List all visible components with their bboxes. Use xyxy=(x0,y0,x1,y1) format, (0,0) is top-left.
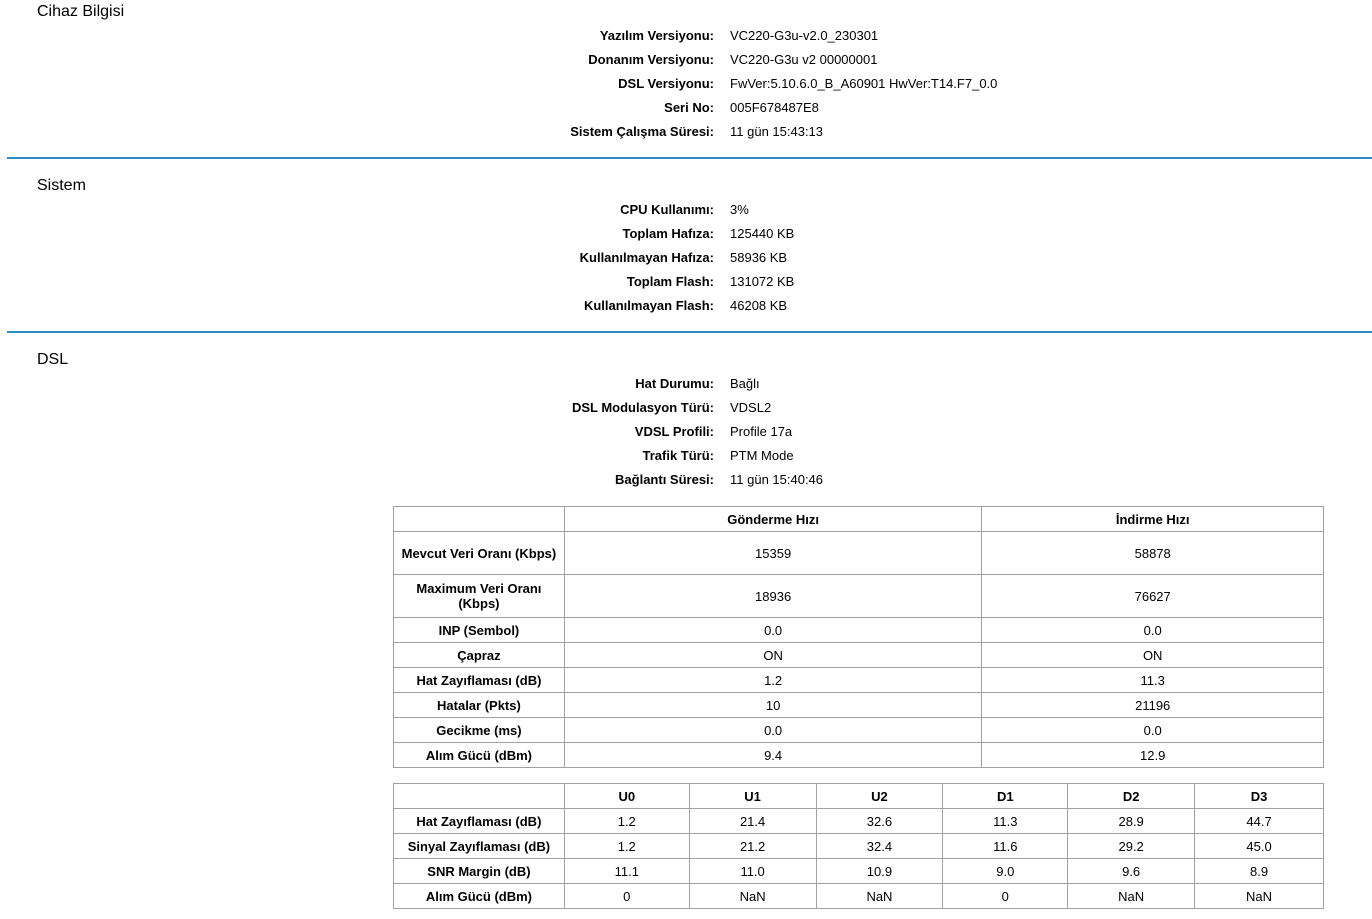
table-cell: ON xyxy=(982,643,1324,668)
row-label: SNR Margin (dB) xyxy=(394,859,565,884)
table-cell: 8.9 xyxy=(1195,859,1324,884)
info-row xyxy=(0,448,1372,472)
info-label: Hat Durumu: xyxy=(635,376,714,391)
table-header: D3 xyxy=(1195,784,1324,809)
table-row xyxy=(394,575,1324,618)
row-label: INP (Sembol) xyxy=(394,618,565,643)
info-row xyxy=(0,250,1372,274)
table-header: D1 xyxy=(943,784,1068,809)
table-cell: 0.0 xyxy=(982,718,1324,743)
table-cell: 1.2 xyxy=(564,834,689,859)
table-cell: 11.1 xyxy=(564,859,689,884)
table-row xyxy=(394,532,1324,575)
info-row xyxy=(0,472,1372,496)
info-label: Toplam Flash: xyxy=(626,274,714,289)
info-row xyxy=(0,226,1372,250)
table-cell: 29.2 xyxy=(1068,834,1195,859)
info-row xyxy=(0,202,1372,226)
table-header: U0 xyxy=(564,784,689,809)
table-row xyxy=(394,859,1324,884)
dsl-rate-table xyxy=(393,506,1324,768)
table-row xyxy=(394,809,1324,834)
table-header xyxy=(394,784,565,809)
info-value: 125440 KB xyxy=(730,226,795,241)
table-row xyxy=(394,668,1324,693)
table-cell: 21.4 xyxy=(689,809,816,834)
section-divider xyxy=(7,331,1372,333)
table-cell: 1.2 xyxy=(564,809,689,834)
info-row xyxy=(0,274,1372,298)
table-cell: 9.6 xyxy=(1068,859,1195,884)
table-cell: 32.6 xyxy=(816,809,943,834)
table-cell: 44.7 xyxy=(1195,809,1324,834)
table-cell: 10 xyxy=(564,693,982,718)
info-row xyxy=(0,76,1372,100)
row-label: Çapraz xyxy=(394,643,565,668)
info-label: Donanım Versiyonu: xyxy=(588,52,714,67)
info-value: Profile 17a xyxy=(730,424,793,439)
table-cell: 21.2 xyxy=(689,834,816,859)
dsl-band-table xyxy=(393,783,1324,909)
table-cell: 0 xyxy=(564,884,689,909)
table-row xyxy=(394,884,1324,909)
info-label: CPU Kullanımı: xyxy=(620,202,714,217)
info-value: 46208 KB xyxy=(730,298,788,313)
table-cell: 76627 xyxy=(982,575,1324,618)
info-row xyxy=(0,376,1372,400)
info-label: VDSL Profili: xyxy=(634,424,714,439)
table-row xyxy=(394,834,1324,859)
table-cell: 0.0 xyxy=(564,718,982,743)
table-cell: 0 xyxy=(943,884,1068,909)
table-cell: ON xyxy=(564,643,982,668)
table-cell: 21196 xyxy=(982,693,1324,718)
info-row xyxy=(0,100,1372,124)
row-label: Hatalar (Pkts) xyxy=(394,693,565,718)
info-value: 11 gün 15:43:13 xyxy=(730,124,824,139)
table-cell: 11.3 xyxy=(943,809,1068,834)
info-label: Seri No: xyxy=(664,100,714,115)
table-header: U2 xyxy=(816,784,943,809)
row-label: Maximum Veri Oranı (Kbps) xyxy=(394,575,565,618)
info-label: Kullanılmayan Hafıza: xyxy=(579,250,714,265)
info-value: 3% xyxy=(730,202,749,217)
info-value: PTM Mode xyxy=(730,448,794,463)
table-cell: NaN xyxy=(1068,884,1195,909)
info-row xyxy=(0,400,1372,424)
table-cell: 11.6 xyxy=(943,834,1068,859)
table-cell: 11.3 xyxy=(982,668,1324,693)
table-cell: NaN xyxy=(689,884,816,909)
info-label: Bağlantı Süresi: xyxy=(615,472,714,487)
table-row xyxy=(394,618,1324,643)
info-value: 131072 KB xyxy=(730,274,795,289)
info-value: FwVer:5.10.6.0_B_A60901 HwVer:T14.F7_0.0 xyxy=(730,76,998,91)
dsl-title: DSL xyxy=(37,351,69,368)
info-label: Yazılım Versiyonu: xyxy=(599,28,714,43)
info-row xyxy=(0,424,1372,448)
table-cell: 45.0 xyxy=(1195,834,1324,859)
info-row xyxy=(0,124,1372,148)
table-cell: 15359 xyxy=(564,532,982,575)
table-row xyxy=(394,643,1324,668)
info-value: 11 gün 15:40:46 xyxy=(730,472,824,487)
info-row xyxy=(0,52,1372,76)
info-value: 58936 KB xyxy=(730,250,788,265)
row-label: Hat Zayıflaması (dB) xyxy=(394,809,565,834)
info-label: DSL Modulasyon Türü: xyxy=(571,400,714,415)
table-row xyxy=(394,693,1324,718)
info-label: Sistem Çalışma Süresi: xyxy=(570,124,714,139)
row-label: Sinyal Zayıflaması (dB) xyxy=(394,834,565,859)
info-label: Toplam Hafıza: xyxy=(622,226,714,241)
table-cell: 28.9 xyxy=(1068,809,1195,834)
info-value: VDSL2 xyxy=(730,400,772,415)
info-value: 005F678487E8 xyxy=(730,100,819,115)
table-cell: 0.0 xyxy=(982,618,1324,643)
table-cell: 9.0 xyxy=(943,859,1068,884)
table-cell: 18936 xyxy=(564,575,982,618)
table-cell: 0.0 xyxy=(564,618,982,643)
table-header: D2 xyxy=(1068,784,1195,809)
info-value: VC220-G3u-v2.0_230301 xyxy=(730,28,879,43)
table-cell: 12.9 xyxy=(982,743,1324,768)
section-divider xyxy=(7,157,1372,159)
row-label: Alım Gücü (dBm) xyxy=(394,884,565,909)
info-value: Bağlı xyxy=(730,376,760,391)
row-label: Alım Gücü (dBm) xyxy=(394,743,565,768)
info-row xyxy=(0,28,1372,52)
table-header xyxy=(394,507,565,532)
info-row xyxy=(0,298,1372,322)
info-label: Kullanılmayan Flash: xyxy=(583,298,714,313)
info-value: VC220-G3u v2 00000001 xyxy=(730,52,878,67)
table-header: Gönderme Hızı xyxy=(564,507,982,532)
table-header: İndirme Hızı xyxy=(982,507,1324,532)
table-cell: 1.2 xyxy=(564,668,982,693)
table-cell: 10.9 xyxy=(816,859,943,884)
table-cell: NaN xyxy=(1195,884,1324,909)
system-title: Sistem xyxy=(37,177,86,194)
row-label: Mevcut Veri Oranı (Kbps) xyxy=(394,532,565,575)
device-info-title: Cihaz Bilgisi xyxy=(37,3,125,20)
info-label: DSL Versiyonu: xyxy=(618,76,714,91)
info-label: Trafik Türü: xyxy=(642,448,714,463)
row-label: Hat Zayıflaması (dB) xyxy=(394,668,565,693)
table-row xyxy=(394,743,1324,768)
table-cell: 9.4 xyxy=(564,743,982,768)
table-header: U1 xyxy=(689,784,816,809)
table-cell: 32.4 xyxy=(816,834,943,859)
table-row xyxy=(394,718,1324,743)
table-cell: 58878 xyxy=(982,532,1324,575)
table-cell: NaN xyxy=(816,884,943,909)
table-cell: 11.0 xyxy=(689,859,816,884)
row-label: Gecikme (ms) xyxy=(394,718,565,743)
